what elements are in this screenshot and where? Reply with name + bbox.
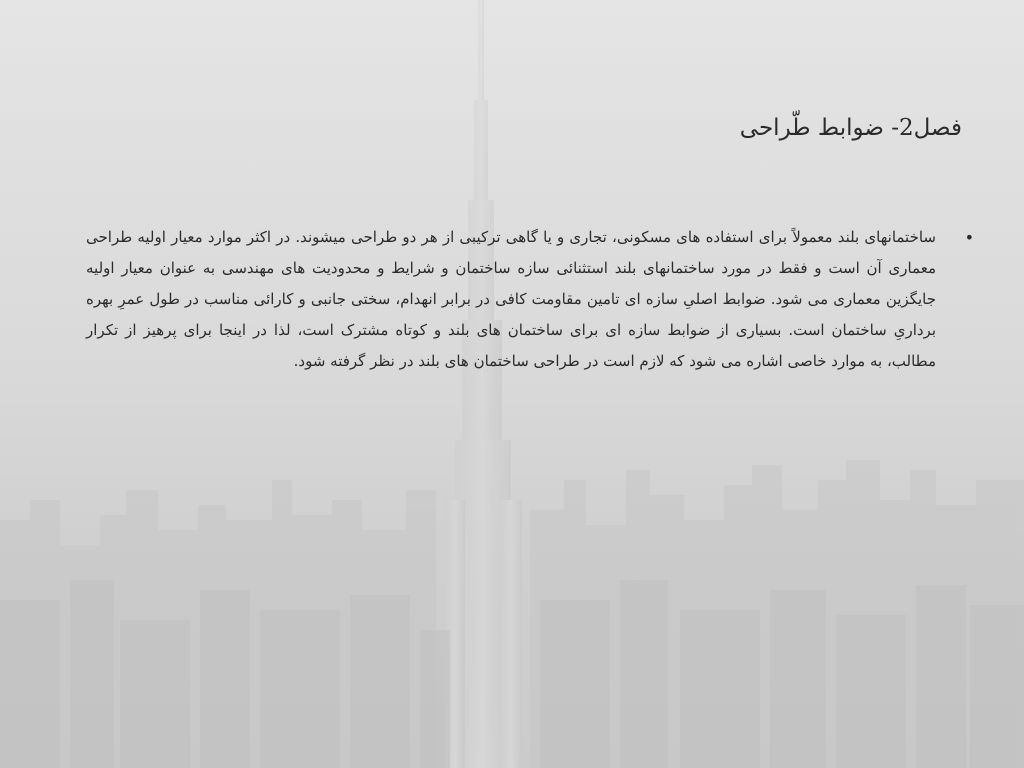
slide-title: فصل2- ضوابط طّراحی xyxy=(739,115,962,141)
slide-content xyxy=(86,222,974,377)
bullet-icon: • xyxy=(964,228,974,247)
bullet-item xyxy=(86,222,974,377)
bullet-text: ساختمانهای بلند معمولاً برای استفاده های مسکونی، تجاری و یا گاهی ترکیبی از هر دو طراحی میشوند. در اکثر موارد معیار اولیه طراحی معماری آن است و فقط در مورد ساختمانهای بلند استثنائی سازه ساختمان و شرایط و محدودیت های مهندسی به عنوان معیار اولیه جایگزین معماری می شود. ضوابط اصلیِ سازه ای تامین مقاومت کافی در برابر انهدام، سختی جانبی و کارائی مناسب در طول عمرِ بهره برداریِ ساختمان است. بسیاری از ضوابط سازه ای برای ساختمان های بلند و کوتاه مشترک است، لذا در اینجا برای پرهیز از تکرار مطالب، به موارد خاصی اشاره می شود که لازم است در طراحی ساختمان های بلند در نظر گرفته شود. xyxy=(86,228,936,370)
